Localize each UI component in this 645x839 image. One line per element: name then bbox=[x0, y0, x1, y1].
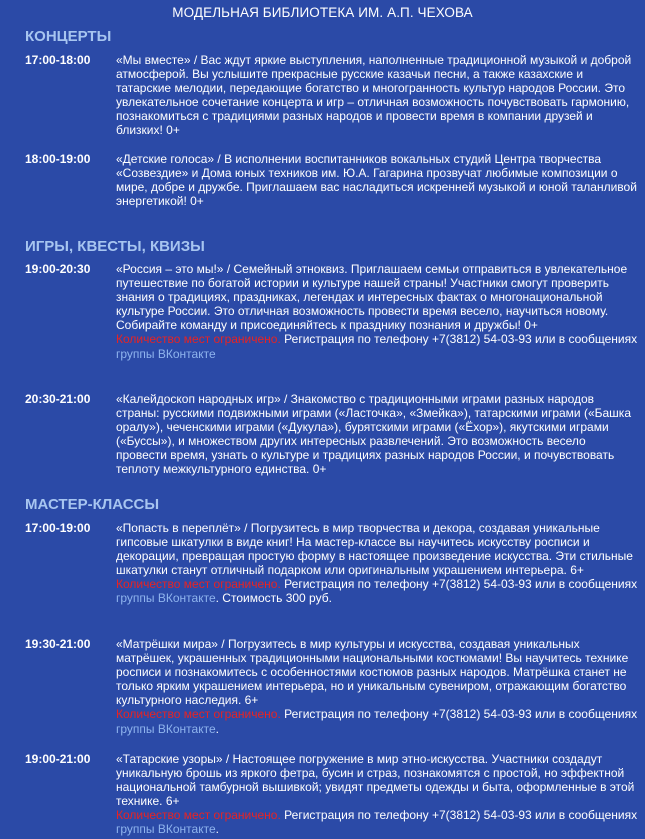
event-text: «Россия – это мы!» / Семейный этноквиз. Приглашаем семьи отправиться в увлекательное путешествие по богатой истории и культуре нашей страны! Участники смогут проверить знания о традициях, праздниках, легендах и интересных фактах о многонациональной культуре России. Это отличная возможность провести время весело, научиться новому. Собирайте команду и присоединяйтесь к празднику познания и дружбы! 0+ bbox=[116, 262, 628, 333]
registration-text: Регистрация по телефону +7(3812) 54-03-93 или в сообщениях bbox=[280, 577, 638, 592]
vk-group-link[interactable]: группы ВКонтакте bbox=[116, 822, 216, 837]
event-time: 17:00-19:00 bbox=[25, 521, 91, 535]
event-description bbox=[116, 392, 639, 477]
vk-group-link[interactable]: группы ВКонтакте bbox=[116, 591, 216, 606]
event-description bbox=[116, 521, 639, 606]
vk-group-link[interactable]: группы ВКонтакте bbox=[116, 721, 216, 736]
page-title: МОДЕЛЬНАЯ БИБЛИОТЕКА ИМ. А.П. ЧЕХОВА bbox=[172, 5, 473, 20]
registration-tail: . Стоимость 300 руб. bbox=[215, 591, 332, 606]
vk-group-link[interactable]: группы ВКонтакте bbox=[116, 346, 216, 361]
event-time: 18:00-19:00 bbox=[25, 152, 91, 166]
event-time: 17:00-18:00 bbox=[25, 53, 91, 67]
event-time: 20:30-21:00 bbox=[25, 392, 91, 406]
event-description bbox=[116, 752, 639, 837]
event-text: «Матрёшки мира» / Погрузитесь в мир культуры и искусства, создавая уникальных матрёшек, украшенных традиционными национальными костюмами! Вы научитесь технике росписи и познакомитесь с особенностями костюмов разных народов. Матрёшка станет не только ярким украшением интерьера, но и уникальным сувениром, отражающим богатство культурного наследия. 6+ bbox=[116, 637, 629, 708]
limit-notice: Количество мест ограничено. bbox=[116, 707, 281, 722]
registration-text: Регистрация по телефону +7(3812) 54-03-93 или в сообщениях bbox=[280, 808, 638, 823]
event-text: «Детские голоса» / В исполнении воспитанников вокальных студий Центра творчества «Созвездие» и Дома юных техников им. Ю.А. Гагарина прозвучат любимые композиции о мире, добре и дружбе. Приглашаем вас насладиться искренней музыкой и юной таланливой энергетикой! 0+ bbox=[116, 152, 637, 209]
event-description bbox=[116, 637, 639, 736]
event-time: 19:30-21:00 bbox=[25, 637, 91, 651]
event-description bbox=[116, 53, 639, 138]
event-time: 19:00-21:00 bbox=[25, 752, 91, 766]
registration-text: Регистрация по телефону +7(3812) 54-03-93 или в сообщениях bbox=[280, 707, 638, 722]
event-text: «Калейдоскоп народных игр» / Знакомство с традиционными играми разных народов страны: русскими подвижными играми («Ласточка», «Змейка»), татарскими играми («Башка оралу»), чеченскими играми («Дукула»), бурятскими играми («Ёхор»), якутскими играми («Буссы»), и множеством других интересных развлечений. Это возможность весело провести время, узнать о культуре и традициях разных народов России, и почувствовать теплоту межкультурного единства. 0+ bbox=[116, 392, 631, 477]
registration-tail: . bbox=[215, 721, 219, 736]
event-description bbox=[116, 152, 639, 208]
registration-text: Регистрация по телефону +7(3812) 54-03-93 или в сообщениях bbox=[280, 332, 638, 347]
event-time: 19:00-20:30 bbox=[25, 262, 91, 276]
section-title-games: ИГРЫ, КВЕСТЫ, КВИЗЫ bbox=[25, 238, 205, 255]
limit-notice: Количество мест ограничено. bbox=[116, 332, 281, 347]
section-title-masterclasses: МАСТЕР-КЛАССЫ bbox=[25, 496, 160, 513]
limit-notice: Количество мест ограничено. bbox=[116, 808, 281, 823]
event-description bbox=[116, 262, 639, 361]
registration-tail: . bbox=[215, 822, 219, 837]
limit-notice: Количество мест ограничено. bbox=[116, 577, 281, 592]
event-text: «Попасть в переплёт» / Погрузитесь в мир творчества и декора, создавая уникальные гипсовые шкатулки в виде книг! На мастер-классе вы научитесь искусству росписи и декорации, превращая простую форму в настоящее произведение искусства. Эти стильные шкатулки станут отличный подарком или оригинальным украшением интерьера. 6+ bbox=[116, 521, 633, 578]
event-text: «Мы вместе» / Вас ждут яркие выступления, наполненные традиционной музыкой и доброй атмосферой. Вы услышите прекрасные русские казачьи песни, а также казахские и татарские мелодии, передающие богатство и многогранность культур народов России. Это увлекательное сочетание концерта и игр – отличная возможность почувствовать гармонию, познакомиться с традициями разных народов и провести время в компании друзей и близких! 0+ bbox=[116, 53, 632, 138]
section-title-concerts: КОНЦЕРТЫ bbox=[25, 28, 112, 45]
event-text: «Татарские узоры» / Настоящее погружение в мир этно-искусства. Участники создадут уникальную брошь из яркого фетра, бусин и страз, познакомятся с простой, но эффектной национальной тамбурной вышивкой; увидят предметы одежды и быта, оформленные в этой технике. 6+ bbox=[116, 752, 635, 809]
